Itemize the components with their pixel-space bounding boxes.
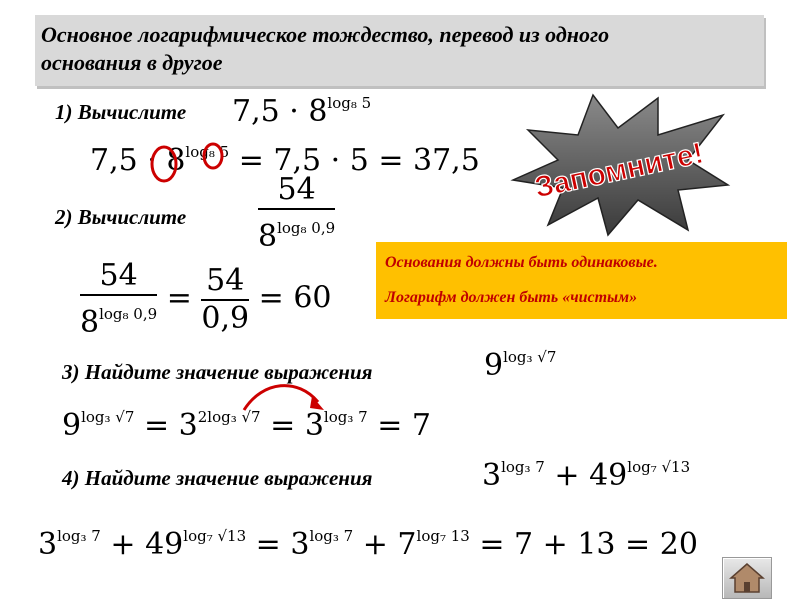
m4-plus: + 49 [554,458,628,493]
m4s-e1: log₃ 7 [57,527,101,545]
m2-fraction [258,172,335,255]
page-title [41,21,761,77]
m3s-exp3: log₃ 7 [323,408,368,426]
m3s-exp1: log₃ √7 [81,408,135,426]
task-3-expression [484,348,556,383]
task-3-label: 3) Найдите значение выражения [62,360,373,384]
m1-coef: 7,5 · 8 [232,94,328,129]
m2s-eq1: = [166,280,192,316]
m4s-e4: log₇ 13 [416,527,470,545]
task-1-expression [232,94,371,129]
m1s-coef: 7,5 · 8 [90,143,186,178]
title-line-1: Основное логарифмическое тождество, перевод из одного [41,22,610,47]
note-line-2: Логарифм должен быть «чистым» [385,289,638,306]
task-2-expression [258,172,335,255]
m3-exp: log₃ √7 [503,348,557,366]
highlight-circle-base [152,147,176,181]
m2s-den2: 0,9 [201,300,250,336]
note-box [376,242,787,319]
m4s-plus1: + 49 [110,527,184,562]
note-line-1: Основания должны быть одинаковые. [385,254,658,271]
m3s-exp2: 2log₃ √7 [197,408,261,426]
home-icon [723,558,771,598]
m2s-num1: 54 [80,258,157,296]
m4-e2: log₇ √13 [627,458,691,476]
m2-num: 54 [258,172,335,210]
remember-burst-badge [508,90,733,240]
m2s-den1-exp: log₈ 0,9 [99,305,158,323]
m4-b1: 3 [482,458,502,493]
m3s-rest: = 7 [377,408,431,443]
m2s-den1-base: 8 [80,305,100,340]
m1-exp: log₈ 5 [327,94,372,112]
home-button[interactable] [722,557,772,599]
task-3-solution [62,408,431,443]
m2-den-base: 8 [258,219,278,254]
highlight-circle-log-base [204,144,222,168]
m2s-fraction-1 [80,258,157,341]
base-highlight-circles [150,140,240,190]
m2s-num2: 54 [201,263,249,301]
m4s-b1: 3 [38,527,58,562]
m3s-base1: 9 [62,408,82,443]
task-4-expression [482,458,690,493]
m4s-e3: log₃ 7 [309,527,354,545]
task-2-solution [80,258,332,341]
m3s-eq1: = 3 [143,408,198,443]
title-line-2: основания в другое [41,50,223,75]
m4s-eq1: = 3 [255,527,310,562]
m2s-fraction-2 [201,263,249,337]
m4s-rest: = 7 + 13 = 20 [479,527,698,562]
task-2-label: 2) Вычислите [55,205,187,229]
badge-label: Запомните! [531,136,707,205]
m1s-exp: log₈ 5 [185,143,230,161]
task-1-label: 1) Вычислите [55,100,187,124]
m4-e1: log₃ 7 [501,458,545,476]
m2s-rest: = 60 [258,280,332,316]
m2-den-exp: log₈ 0,9 [277,219,336,237]
title-box [35,15,764,86]
task-4-label: 4) Найдите значение выражения [62,466,373,490]
m3s-eq2: = 3 [270,408,324,443]
m4s-plus2: + 7 [362,527,417,562]
task-4-solution [38,527,698,562]
m1s-rest: = 7,5 · 5 = 37,5 [238,143,480,178]
m4s-e2: log₇ √13 [183,527,247,545]
m3-base: 9 [484,348,504,383]
